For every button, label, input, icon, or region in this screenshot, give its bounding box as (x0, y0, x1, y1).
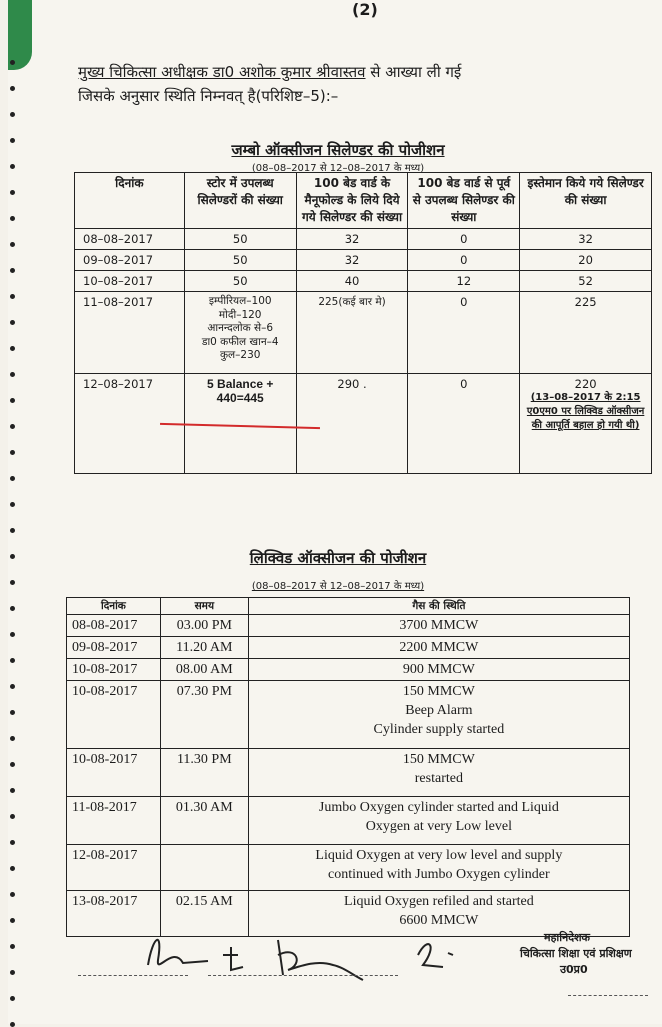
binding-hole (10, 762, 15, 767)
jumbo-period: (08–08–2017 से 12–08–2017 के मध्य) (251, 163, 425, 174)
col-header-status: गैस की स्थिति (248, 598, 629, 615)
table-row (75, 250, 652, 271)
table-row (67, 797, 630, 845)
cell-used: 20 (520, 250, 652, 271)
cell-manifold: 40 (296, 271, 408, 292)
binding-hole (10, 840, 15, 845)
binding-hole (10, 814, 15, 819)
liquid-oxygen-table (66, 597, 630, 937)
binding-hole (10, 944, 15, 949)
cell-prior: 12 (408, 271, 520, 292)
cell-prior: 0 (408, 250, 520, 271)
cell-date: 10-08-2017 (67, 749, 161, 797)
binding-holes (8, 0, 18, 1024)
intro-paragraph (78, 60, 648, 108)
table-row (75, 271, 652, 292)
cell-date: 11–08–2017 (75, 292, 185, 374)
signature-line (208, 975, 398, 976)
status-line: continued with Jumbo Oxygen cylinder (328, 867, 550, 882)
binding-hole (10, 60, 15, 65)
intro-line2: जिसके अनुसार स्थिति निम्नवत् है(परिशिष्ट–5):– (78, 87, 339, 105)
cell-prior: 0 (408, 229, 520, 250)
store-line: इम्पीरियल–100 (208, 295, 272, 307)
signature-line (568, 995, 648, 996)
binding-hole (10, 736, 15, 741)
cell-status: 3700 MMCW (248, 615, 629, 637)
cell-used: 52 (520, 271, 652, 292)
col-header-date: दिनांक (75, 173, 185, 229)
cell-used: 32 (520, 229, 652, 250)
stamp-line: महानिदेशक (544, 931, 590, 944)
binding-hole (10, 970, 15, 975)
binding-hole (10, 424, 15, 429)
binding-hole (10, 112, 15, 117)
table-header-row (75, 173, 652, 229)
official-stamp (500, 930, 662, 978)
cell-status: 900 MMCW (248, 659, 629, 681)
cell-time: 08.00 AM (160, 659, 248, 681)
status-line: restarted (414, 771, 463, 786)
cell-store: 50 (184, 271, 296, 292)
cell-manifold: 290 . (296, 374, 408, 474)
binding-hole (10, 892, 15, 897)
cell-store: 50 (184, 250, 296, 271)
cell-date: 09-08-2017 (67, 637, 161, 659)
binding-hole (10, 450, 15, 455)
used-note: (13–08–2017 के 2:15 ए0एम0 पर लिक्विड ऑक्सीजन की आपूर्ति बहाल हो गयी थी) (526, 392, 645, 431)
binding-hole (10, 190, 15, 195)
binding-hole (10, 918, 15, 923)
used-value: 220 (574, 377, 597, 391)
binding-hole (10, 528, 15, 533)
binding-hole (10, 684, 15, 689)
liquid-title: लिक्विड ऑक्सीजन की पोजीशन (249, 549, 427, 567)
binding-hole (10, 86, 15, 91)
col-header-prior: 100 बेड वार्ड से पूर्व से उपलब्ध सिलेण्डर की संख्या (408, 173, 520, 229)
cell-date: 08-08-2017 (67, 615, 161, 637)
status-line: Liquid Oxygen at very low level and supply (315, 848, 563, 863)
binding-hole (10, 294, 15, 299)
intro-underlined-text: मुख्य चिकित्सा अधीक्षक डा0 अशोक कुमार श्रीवास्तव (78, 63, 366, 81)
binding-hole (10, 866, 15, 871)
status-line: 150 MMCW (402, 752, 475, 767)
cell-date: 10–08–2017 (75, 271, 185, 292)
binding-hole (10, 242, 15, 247)
store-line: 5 Balance + (207, 377, 274, 391)
signature-line (78, 975, 188, 976)
store-line: कुल–230 (219, 349, 261, 361)
binding-hole (10, 554, 15, 559)
col-header-store: स्टोर में उपलब्ध सिलेण्डरों की संख्या (184, 173, 296, 229)
cell-used (520, 374, 652, 474)
cell-store: 50 (184, 229, 296, 250)
stamp-line: उ0प्र0 (560, 963, 588, 976)
cell-used: 225 (520, 292, 652, 374)
binding-hole (10, 788, 15, 793)
cell-time: 02.15 AM (160, 891, 248, 937)
status-line: 6600 MMCW (399, 913, 479, 928)
table-row (75, 292, 652, 374)
document-page (8, 0, 662, 1024)
binding-hole (10, 216, 15, 221)
binding-hole (10, 372, 15, 377)
table-row (67, 637, 630, 659)
col-header-manifold: 100 बेड वार्ड के मैनूफोल्ड के लिये दिये गये सिलेण्डर की संख्या (296, 173, 408, 229)
liquid-period: (08–08–2017 से 12–08–2017 के मध्य) (251, 581, 425, 592)
status-line: Liquid Oxygen refiled and started (344, 894, 534, 909)
binding-hole (10, 164, 15, 169)
table-row (75, 229, 652, 250)
col-header-used: इस्तेमान किये गये सिलेण्डर की संख्या (520, 173, 652, 229)
cell-time (160, 845, 248, 891)
binding-hole (10, 398, 15, 403)
cell-time: 03.00 PM (160, 615, 248, 637)
table-row (67, 615, 630, 637)
status-line: Oxygen at very Low level (365, 819, 512, 834)
binding-hole (10, 658, 15, 663)
cell-manifold: 32 (296, 250, 408, 271)
cell-date: 10-08-2017 (67, 681, 161, 749)
binding-hole (10, 606, 15, 611)
cell-prior: 0 (408, 374, 520, 474)
table-row (67, 659, 630, 681)
cell-date: 08–08–2017 (75, 229, 185, 250)
col-header-date: दिनांक (67, 598, 161, 615)
jumbo-cylinder-table (74, 172, 652, 474)
store-line: 440=445 (216, 391, 264, 405)
cell-manifold: 225(कई बार मे) (296, 292, 408, 374)
cell-status (248, 797, 629, 845)
page-number: (2) (352, 0, 378, 19)
stamp-line: चिकित्सा शिक्षा एवं प्रशिक्षण (520, 947, 632, 960)
binding-hole (10, 476, 15, 481)
cell-time: 11.20 AM (160, 637, 248, 659)
cell-date: 11-08-2017 (67, 797, 161, 845)
cell-date: 12-08-2017 (67, 845, 161, 891)
cell-time: 11.30 PM (160, 749, 248, 797)
status-line: Jumbo Oxygen cylinder started and Liquid (318, 800, 559, 815)
cell-status (248, 681, 629, 749)
cell-status (248, 845, 629, 891)
cell-status: 2200 MMCW (248, 637, 629, 659)
binding-hole (10, 580, 15, 585)
binding-hole (10, 996, 15, 1001)
handwritten-signatures (128, 925, 478, 985)
binding-hole (10, 268, 15, 273)
jumbo-title: जम्बो ऑक्सीजन सिलेण्डर की पोजीशन (231, 141, 445, 159)
binding-hole (10, 632, 15, 637)
cell-date: 09–08–2017 (75, 250, 185, 271)
cell-prior: 0 (408, 292, 520, 374)
cell-status (248, 749, 629, 797)
status-line: 150 MMCW (402, 684, 475, 699)
table-row (67, 681, 630, 749)
col-header-time: समय (160, 598, 248, 615)
binding-hole (10, 320, 15, 325)
status-line: Cylinder supply started (373, 722, 505, 737)
binding-hole (10, 502, 15, 507)
intro-line1-rest: से आख्या ली गई (365, 63, 462, 81)
binding-hole (10, 138, 15, 143)
status-line: Beep Alarm (405, 703, 473, 718)
cell-date: 10-08-2017 (67, 659, 161, 681)
store-line: मोदी–120 (218, 308, 262, 321)
store-line: डा0 कफील खान–4 (201, 335, 279, 348)
store-line: आनन्दलोक से–6 (207, 322, 274, 334)
table-row (67, 749, 630, 797)
binding-hole (10, 710, 15, 715)
table-header-row (67, 598, 630, 615)
binding-hole (10, 1022, 15, 1027)
binding-hole (10, 346, 15, 351)
cell-time: 07.30 PM (160, 681, 248, 749)
table-row (67, 845, 630, 891)
cell-date: 12–08–2017 (75, 374, 185, 474)
cell-date: 13-08-2017 (67, 891, 161, 937)
cell-time: 01.30 AM (160, 797, 248, 845)
cell-manifold: 32 (296, 229, 408, 250)
cell-store (184, 292, 296, 374)
